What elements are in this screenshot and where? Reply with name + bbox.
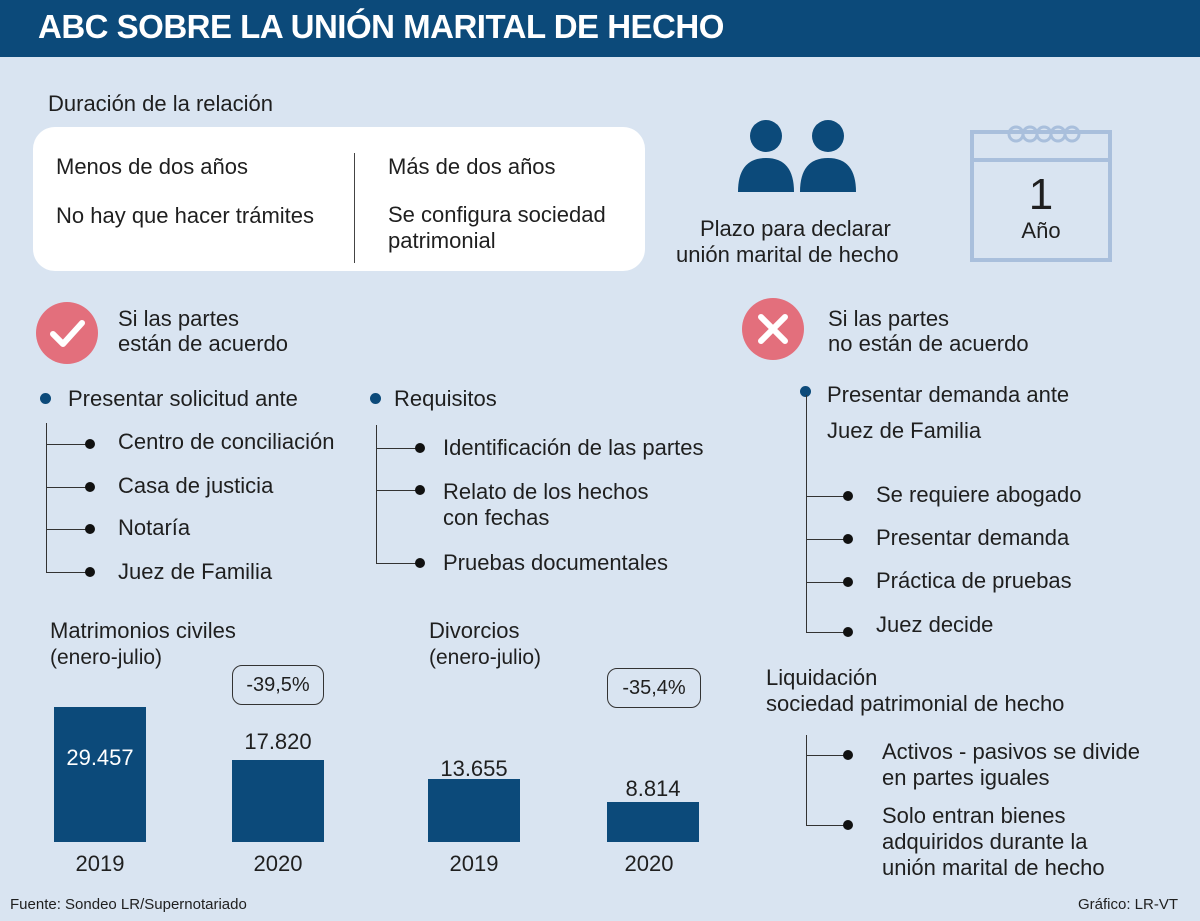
tree-branch <box>806 755 848 756</box>
lawsuit-label-line2: Juez de Familia <box>827 418 982 443</box>
lawsuit-item-judge: Juez decide <box>876 612 994 637</box>
agree-title-line1: Si las partes <box>118 306 240 331</box>
divorces-chart-subtitle: (enero-julio) <box>429 646 542 669</box>
deadline-caption-line2: unión marital de hecho <box>676 242 899 267</box>
list-bullet <box>843 534 853 544</box>
agree-title-line2: están de acuerdo <box>118 331 289 356</box>
tree-branch <box>46 529 90 530</box>
requirements-bullet <box>370 393 381 404</box>
liquidation-tree-line <box>806 735 807 826</box>
marriages-chart-subtitle: (enero-julio) <box>50 646 163 669</box>
list-bullet <box>85 482 95 492</box>
request-tree-line <box>46 423 47 573</box>
divorces-category-2019: 2019 <box>449 851 499 876</box>
marriages-bar-2019 <box>54 707 146 842</box>
divorces-change-badge: -35,4% <box>607 668 701 708</box>
liquidation-title-line1: Liquidación <box>766 665 878 690</box>
liquidation-item2-line1: Solo entran bienes <box>882 803 1066 828</box>
marriages-category-2020: 2020 <box>253 851 303 876</box>
list-bullet <box>843 627 853 637</box>
long-duration-heading: Más de dos años <box>388 154 556 179</box>
deadline-caption-line1: Plazo para declarar <box>700 216 891 241</box>
list-bullet <box>85 439 95 449</box>
list-bullet <box>415 558 425 568</box>
requirement-documents: Pruebas documentales <box>443 550 669 575</box>
marriages-value-2019: 29.457 <box>66 745 134 770</box>
request-item-justice-house: Casa de justicia <box>118 473 274 498</box>
tree-branch <box>376 448 420 449</box>
liquidation-title-line2: sociedad patrimonial de hecho <box>766 691 1065 716</box>
list-bullet <box>85 567 95 577</box>
tree-branch <box>46 572 90 573</box>
page-title: ABC SOBRE LA UNIÓN MARITAL DE HECHO <box>38 8 724 45</box>
duration-card <box>33 127 645 271</box>
requirements-label: Requisitos <box>394 386 497 411</box>
list-bullet <box>843 820 853 830</box>
lawsuit-item-lawyer: Se requiere abogado <box>876 482 1082 507</box>
deadline-value: 1 <box>1028 170 1054 219</box>
request-item-family-judge: Juez de Familia <box>118 559 273 584</box>
requirement-identification: Identificación de las partes <box>443 435 704 460</box>
request-item-conciliation: Centro de conciliación <box>118 429 335 454</box>
list-bullet <box>85 524 95 534</box>
requirement-facts-line2: con fechas <box>443 505 550 530</box>
divorces-bar-2019 <box>428 779 520 842</box>
marriages-bar-2020 <box>232 760 324 842</box>
long-duration-text-line1: Se configura sociedad <box>388 202 606 227</box>
credit-note: Gráfico: LR-VT <box>1078 896 1179 913</box>
source-note: Fuente: Sondeo LR/Supernotariado <box>10 896 247 913</box>
check-icon <box>36 302 98 364</box>
marriages-change-badge: -39,5% <box>232 665 324 705</box>
list-bullet <box>843 577 853 587</box>
divorces-value-2020: 8.814 <box>625 776 681 801</box>
people-icon <box>730 116 864 196</box>
tree-branch <box>806 582 848 583</box>
lawsuit-tree-line <box>806 395 807 633</box>
divorces-bar-2020 <box>607 802 699 842</box>
card-divider <box>354 153 355 263</box>
tree-branch <box>46 444 90 445</box>
list-bullet <box>843 491 853 501</box>
marriages-category-2019: 2019 <box>75 851 125 876</box>
requirement-facts-line1: Relato de los hechos <box>443 479 649 504</box>
long-duration-text-line2: patrimonial <box>388 228 496 253</box>
tree-branch <box>806 539 848 540</box>
tree-branch <box>376 563 420 564</box>
marriages-chart-title: Matrimonios civiles <box>50 618 236 643</box>
disagree-title-line2: no están de acuerdo <box>828 331 1029 356</box>
liquidation-item1-line1: Activos - pasivos se divide <box>882 739 1140 764</box>
list-bullet <box>415 485 425 495</box>
tree-branch <box>806 632 848 633</box>
disagree-title-line1: Si las partes <box>828 306 950 331</box>
short-duration-text: No hay que hacer trámites <box>56 203 315 228</box>
marriages-value-2020: 17.820 <box>244 729 312 754</box>
duration-title: Duración de la relación <box>48 91 274 116</box>
request-bullet <box>40 393 51 404</box>
lawsuit-label-line1: Presentar demanda ante <box>827 382 1070 407</box>
lawsuit-item-evidence: Práctica de pruebas <box>876 568 1072 593</box>
request-item-notary: Notaría <box>118 515 191 540</box>
tree-branch <box>806 825 848 826</box>
divorces-value-2019: 13.655 <box>440 756 508 781</box>
tree-branch <box>46 487 90 488</box>
divorces-chart-title: Divorcios <box>429 618 520 643</box>
requirements-tree-line <box>376 425 377 564</box>
list-bullet <box>843 750 853 760</box>
liquidation-item2-line2: adquiridos durante la <box>882 829 1088 854</box>
liquidation-item1-line2: en partes iguales <box>882 765 1050 790</box>
tree-branch <box>806 496 848 497</box>
request-label: Presentar solicitud ante <box>68 386 298 411</box>
divorces-category-2020: 2020 <box>624 851 674 876</box>
deadline-unit: Año <box>1021 218 1061 243</box>
tree-branch <box>376 490 420 491</box>
short-duration-heading: Menos de dos años <box>56 154 249 179</box>
x-icon <box>742 298 804 360</box>
lawsuit-item-file: Presentar demanda <box>876 525 1070 550</box>
list-bullet <box>415 443 425 453</box>
liquidation-item2-line3: unión marital de hecho <box>882 855 1105 880</box>
